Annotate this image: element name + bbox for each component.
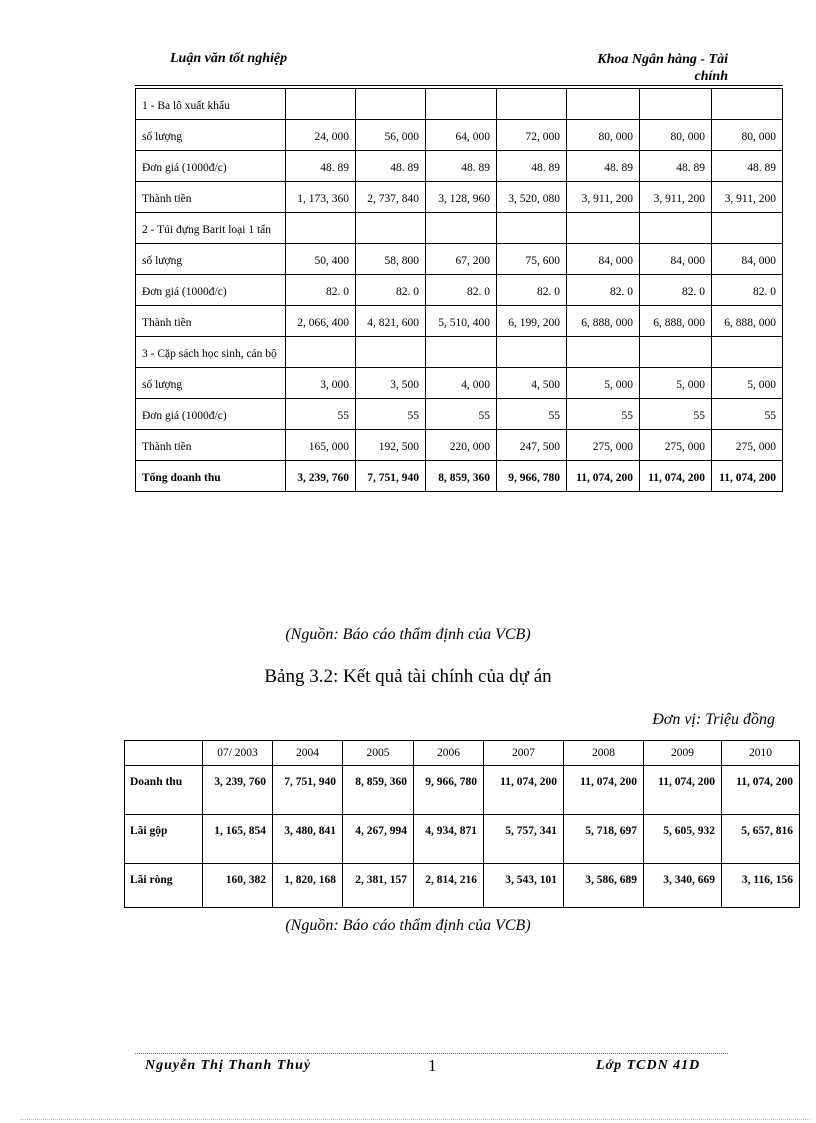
table-cell: 192, 500 [356, 430, 426, 461]
table-cell [286, 89, 356, 120]
table-cell: 7, 751, 940 [356, 461, 426, 492]
column-header: 2005 [343, 741, 414, 766]
table-row [136, 275, 783, 306]
table-cell: 4, 000 [426, 368, 497, 399]
row-label: Thành tiền [136, 306, 286, 337]
table-cell: 64, 000 [426, 120, 497, 151]
column-header: 2007 [484, 741, 564, 766]
table-cell: 11, 074, 200 [712, 461, 783, 492]
column-header: 2008 [564, 741, 644, 766]
page-bottom-rule [20, 1119, 810, 1120]
table-cell: 3, 116, 156 [722, 864, 800, 908]
table-cell: 7, 751, 940 [273, 766, 343, 815]
table-cell: 1, 165, 854 [203, 815, 273, 864]
table-cell: 58, 800 [356, 244, 426, 275]
row-label: số lượng [136, 368, 286, 399]
table-row [136, 306, 783, 337]
table-cell [286, 337, 356, 368]
source-note-1: (Nguồn: Báo cáo thẩm định của VCB) [285, 626, 531, 643]
table-cell: 48. 89 [356, 151, 426, 182]
table-cell: 275, 000 [712, 430, 783, 461]
table-cell: 82. 0 [640, 275, 712, 306]
table-cell: 5, 000 [640, 368, 712, 399]
row-label: 3 - Cặp sách học sinh, cán bộ [136, 337, 286, 368]
table-cell: 1, 173, 360 [286, 182, 356, 213]
row-label: Đơn giá (1000đ/c) [136, 151, 286, 182]
table-cell: 82. 0 [567, 275, 640, 306]
table-row [136, 430, 783, 461]
table-cell: 247, 500 [497, 430, 567, 461]
table-row [136, 337, 783, 368]
table-cell: 3, 000 [286, 368, 356, 399]
table-header-row [125, 741, 800, 766]
table-cell [356, 337, 426, 368]
table-cell: 2, 814, 216 [414, 864, 484, 908]
table-cell: 275, 000 [567, 430, 640, 461]
table-row [136, 213, 783, 244]
table-cell [567, 213, 640, 244]
row-label: Đơn giá (1000đ/c) [136, 399, 286, 430]
row-label: Doanh thu [125, 766, 203, 815]
header-left: Luận văn tốt nghiệp [170, 51, 288, 66]
table-cell: 3, 911, 200 [640, 182, 712, 213]
table-cell: 24, 000 [286, 120, 356, 151]
table-cell: 5, 718, 697 [564, 815, 644, 864]
table-cell: 9, 966, 780 [414, 766, 484, 815]
table-cell: 55 [286, 399, 356, 430]
column-header: 2004 [273, 741, 343, 766]
table-cell: 55 [426, 399, 497, 430]
header-rule [135, 85, 783, 86]
table-cell: 8, 859, 360 [426, 461, 497, 492]
table-cell: 3, 586, 689 [564, 864, 644, 908]
table-cell: 84, 000 [712, 244, 783, 275]
table-cell: 5, 000 [567, 368, 640, 399]
table-cell: 8, 859, 360 [343, 766, 414, 815]
table-cell: 1, 820, 168 [273, 864, 343, 908]
footer-rule [135, 1053, 728, 1054]
footer-class: Lớp TCDN 41D [596, 1058, 701, 1073]
table-cell: 2, 066, 400 [286, 306, 356, 337]
table-cell: 84, 000 [640, 244, 712, 275]
footer-author: Nguyễn Thị Thanh Thuỷ [145, 1058, 312, 1073]
table-cell: 4, 821, 600 [356, 306, 426, 337]
row-label: 2 - Túi đựng Barit loại 1 tấn [136, 213, 286, 244]
column-header: 2009 [644, 741, 722, 766]
table-cell: 48. 89 [712, 151, 783, 182]
table-cell: 82. 0 [426, 275, 497, 306]
table-cell: 82. 0 [356, 275, 426, 306]
table-cell [712, 213, 783, 244]
table-row [125, 766, 800, 815]
table-cell: 48. 89 [497, 151, 567, 182]
table-cell: 160, 382 [203, 864, 273, 908]
table-cell [567, 337, 640, 368]
table-caption: Bảng 3.2: Kết quả tài chính của dự án [264, 666, 552, 687]
table-cell: 11, 074, 200 [567, 461, 640, 492]
table-cell: 72, 000 [497, 120, 567, 151]
table-cell: 3, 340, 669 [644, 864, 722, 908]
table-cell: 5, 657, 816 [722, 815, 800, 864]
table-cell [356, 213, 426, 244]
table-cell: 3, 239, 760 [286, 461, 356, 492]
table-row [136, 244, 783, 275]
table-cell: 6, 888, 000 [567, 306, 640, 337]
table-cell: 84, 000 [567, 244, 640, 275]
table-cell: 55 [356, 399, 426, 430]
table-cell: 48. 89 [286, 151, 356, 182]
table-cell: 9, 966, 780 [497, 461, 567, 492]
table-row [136, 89, 783, 120]
table-cell [426, 89, 497, 120]
table-cell: 4, 934, 871 [414, 815, 484, 864]
header-right-line2: chính [694, 69, 728, 84]
column-header: 2010 [722, 741, 800, 766]
table-cell: 48. 89 [426, 151, 497, 182]
table-cell: 165, 000 [286, 430, 356, 461]
table-cell: 5, 510, 400 [426, 306, 497, 337]
table-cell: 56, 000 [356, 120, 426, 151]
row-label: Tổng doanh thu [136, 461, 286, 492]
table-cell [640, 89, 712, 120]
table-cell: 48. 89 [640, 151, 712, 182]
table-cell: 275, 000 [640, 430, 712, 461]
table-cell: 82. 0 [286, 275, 356, 306]
table-cell: 2, 737, 840 [356, 182, 426, 213]
table-cell: 82. 0 [712, 275, 783, 306]
table-cell: 5, 605, 932 [644, 815, 722, 864]
table-cell [712, 337, 783, 368]
table-cell [356, 89, 426, 120]
table-row [125, 815, 800, 864]
table-row [125, 864, 800, 908]
table-cell: 75, 600 [497, 244, 567, 275]
table-cell [712, 89, 783, 120]
table-cell: 80, 000 [712, 120, 783, 151]
table-cell: 4, 500 [497, 368, 567, 399]
row-label: 1 - Ba lô xuất khẩu [136, 89, 286, 120]
table-cell: 6, 199, 200 [497, 306, 567, 337]
table-row [136, 461, 783, 492]
table-cell: 5, 000 [712, 368, 783, 399]
table-cell [497, 337, 567, 368]
table-row [136, 399, 783, 430]
table-cell: 6, 888, 000 [640, 306, 712, 337]
table-cell: 55 [640, 399, 712, 430]
table-cell [640, 337, 712, 368]
column-header: 07/ 2003 [203, 741, 273, 766]
table-cell: 50, 400 [286, 244, 356, 275]
table-cell [497, 89, 567, 120]
table-cell: 11, 074, 200 [722, 766, 800, 815]
page-number: 1 [428, 1056, 437, 1075]
table-cell: 55 [712, 399, 783, 430]
table-cell: 3, 480, 841 [273, 815, 343, 864]
revenue-table [135, 88, 783, 492]
table-cell: 80, 000 [640, 120, 712, 151]
table-row [136, 182, 783, 213]
table-cell: 11, 074, 200 [640, 461, 712, 492]
table-cell: 3, 128, 960 [426, 182, 497, 213]
column-header: 2006 [414, 741, 484, 766]
table-cell: 220, 000 [426, 430, 497, 461]
source-note-2: (Nguồn: Báo cáo thẩm định của VCB) [285, 917, 531, 934]
table-cell: 11, 074, 200 [644, 766, 722, 815]
table-cell: 3, 239, 760 [203, 766, 273, 815]
header-right-line1: Khoa Ngân hàng - Tài [597, 52, 728, 67]
row-label: Lãi gộp [125, 815, 203, 864]
table-cell [426, 213, 497, 244]
row-label: Lãi ròng [125, 864, 203, 908]
table-cell: 55 [497, 399, 567, 430]
table-cell: 2, 381, 157 [343, 864, 414, 908]
table-cell [497, 213, 567, 244]
financial-results-table [124, 740, 800, 908]
table-cell: 11, 074, 200 [484, 766, 564, 815]
table-cell: 3, 911, 200 [712, 182, 783, 213]
table-cell: 80, 000 [567, 120, 640, 151]
table-cell: 5, 757, 341 [484, 815, 564, 864]
header-right [560, 51, 728, 85]
row-label: Thành tiền [136, 430, 286, 461]
table-cell: 48. 89 [567, 151, 640, 182]
table-cell: 4, 267, 994 [343, 815, 414, 864]
table-cell: 3, 911, 200 [567, 182, 640, 213]
table-row [136, 120, 783, 151]
table-cell: 3, 500 [356, 368, 426, 399]
row-label: số lượng [136, 120, 286, 151]
row-label: Thành tiền [136, 182, 286, 213]
table-row [136, 368, 783, 399]
table-cell [567, 89, 640, 120]
row-label: Đơn giá (1000đ/c) [136, 275, 286, 306]
table-cell: 6, 888, 000 [712, 306, 783, 337]
column-header [125, 741, 203, 766]
table-cell: 11, 074, 200 [564, 766, 644, 815]
table-cell [426, 337, 497, 368]
table-cell: 55 [567, 399, 640, 430]
row-label: số lượng [136, 244, 286, 275]
table-row [136, 151, 783, 182]
table-cell: 3, 520, 080 [497, 182, 567, 213]
table-cell: 82. 0 [497, 275, 567, 306]
table-cell [640, 213, 712, 244]
unit-note: Đơn vị: Triệu đồng [652, 711, 775, 728]
table-cell: 3, 543, 101 [484, 864, 564, 908]
table-cell: 67, 200 [426, 244, 497, 275]
table-cell [286, 213, 356, 244]
